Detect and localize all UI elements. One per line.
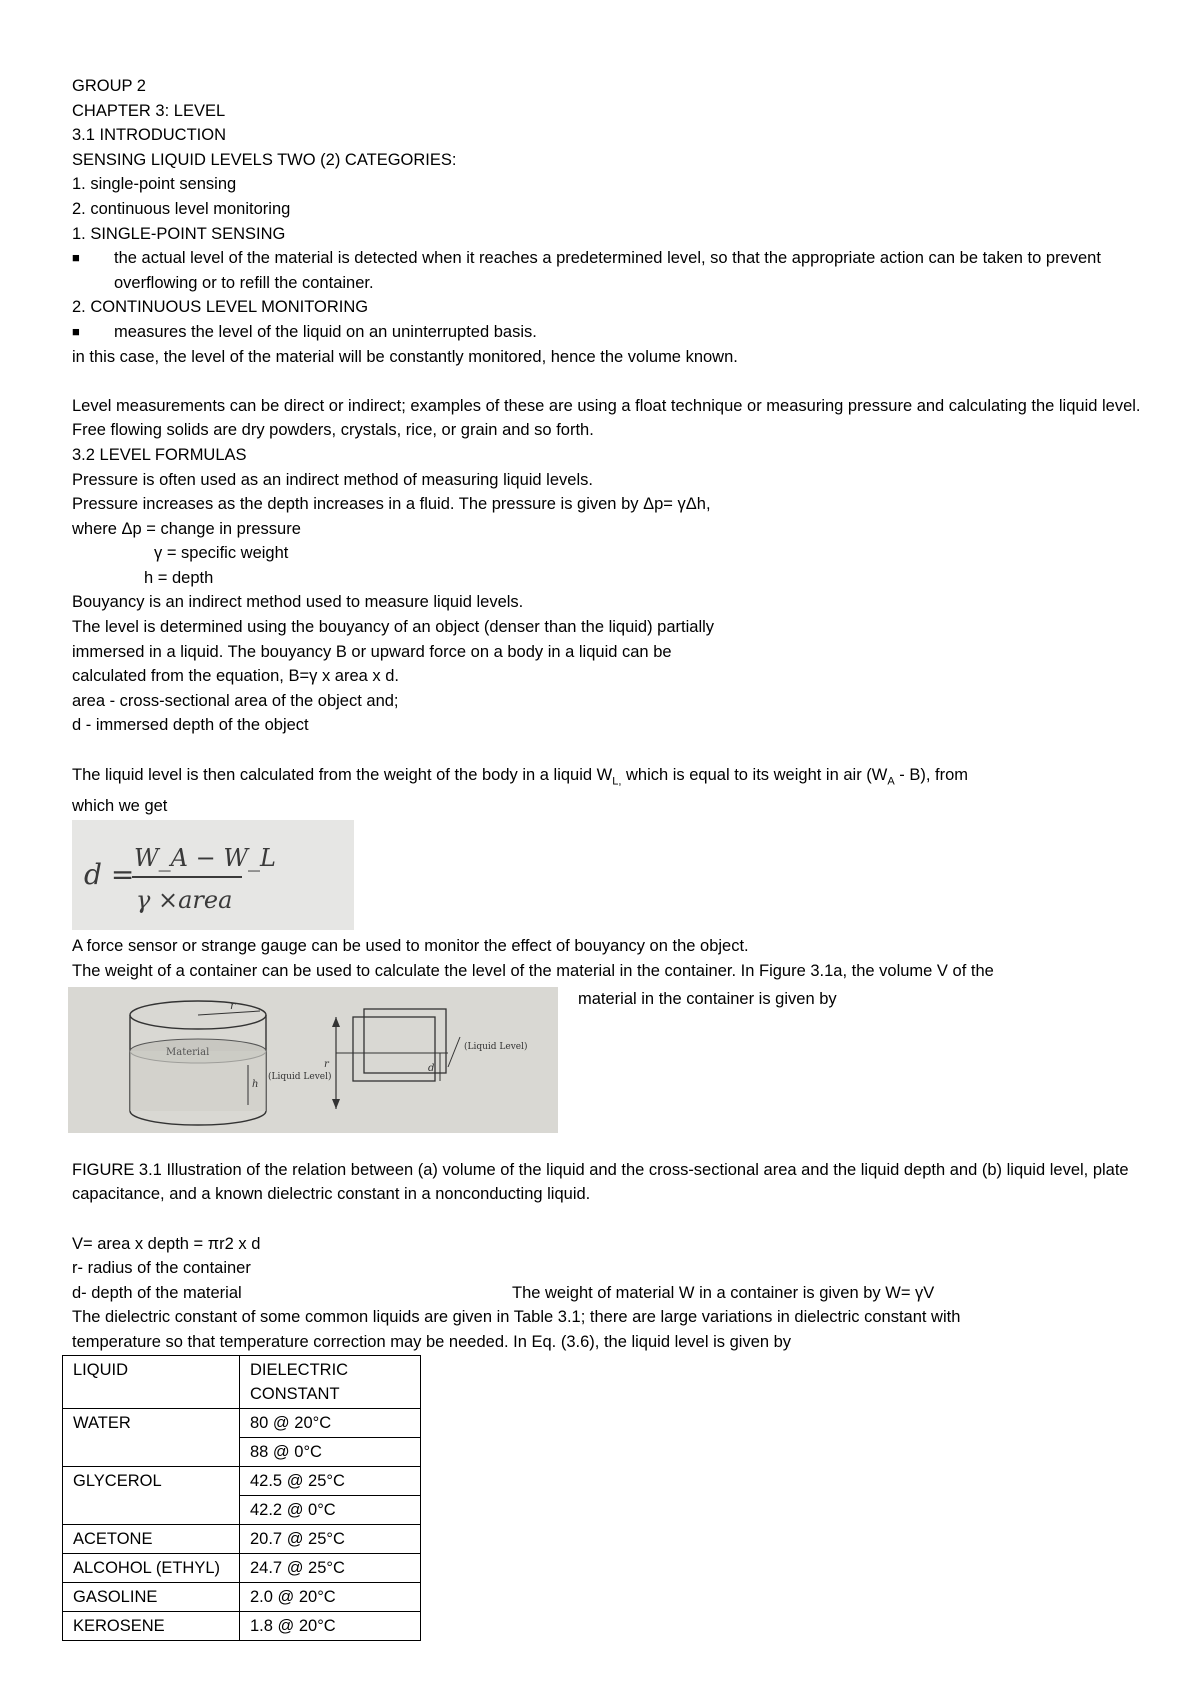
- svg-text:h: h: [252, 1079, 259, 1091]
- buoyancy-line-1: Bouyancy is an indirect method used to measure liquid levels.: [72, 593, 524, 612]
- formula-lhs: d =: [84, 858, 135, 892]
- liquid-cell: GLYCEROL: [63, 1466, 240, 1524]
- buoyancy-line-3: immersed in a liquid. The bouyancy B or upward force on a body in a liquid can be: [72, 642, 672, 661]
- categories-title: SENSING LIQUID LEVELS TWO (2) CATEGORIES:: [72, 150, 457, 169]
- svg-text:r: r: [324, 1059, 329, 1071]
- svg-text:Material: Material: [166, 1047, 210, 1059]
- force-sensor-line: A force sensor or strange gauge can be used to monitor the effect of bouyancy on the object.: [72, 937, 749, 956]
- depth-definition-row: [72, 1281, 1152, 1306]
- section-formulas-heading: 3.2 LEVEL FORMULAS: [72, 445, 247, 464]
- liquid-cell: GASOLINE: [63, 1582, 240, 1611]
- weight-equation: The weight of material W in a container is given by W= γV: [512, 1283, 935, 1302]
- category-2: 2. continuous level monitoring: [72, 199, 291, 218]
- value-cell: 88 @ 0°C: [240, 1437, 421, 1466]
- table-header-row: [63, 1355, 421, 1408]
- table-row: [63, 1553, 421, 1582]
- table-row: [63, 1611, 421, 1640]
- table-row: [63, 1408, 421, 1437]
- liquid-cell: ACETONE: [63, 1524, 240, 1553]
- square-bullet-icon: ■: [72, 323, 80, 339]
- pressure-line-2: Pressure increases as the depth increases in a fluid. The pressure is given by Δp= γΔh,: [72, 495, 711, 514]
- value-cell: 1.8 @ 20°C: [240, 1611, 421, 1640]
- dielectric-line-1: The dielectric constant of some common liquids are given in Table 3.1; there are large variations in dielectric constant with: [72, 1308, 961, 1327]
- buoyancy-line-4: calculated from the equation, B=γ x area x d.: [72, 667, 399, 686]
- measurement-paragraph: Level measurements can be direct or indirect; examples of these are using a float technique or measuring pressure and calculating the liquid level. Free flowing solids are dry powders, crystals, rice, or grain and so forth.: [72, 396, 1141, 440]
- continuous-heading: 2. CONTINUOUS LEVEL MONITORING: [72, 298, 369, 317]
- value-cell: 42.2 @ 0°C: [240, 1495, 421, 1524]
- depth-formula: [72, 820, 354, 930]
- section-intro-heading: 3.1 INTRODUCTION: [72, 126, 227, 145]
- document-page: [72, 74, 1152, 1641]
- where-dp: where Δp = change in pressure: [72, 519, 301, 538]
- continuous-text: measures the level of the liquid on an uninterrupted basis.: [114, 322, 537, 341]
- svg-text:r: r: [230, 999, 236, 1013]
- figure-caption: FIGURE 3.1 Illustration of the relation between (a) volume of the liquid and the cross-sectional area and the liquid depth and (b) liquid level, plate capacitance, and a known dielectric constant in a nonconducting liquid.: [72, 1160, 1129, 1204]
- figure-3-1-drawing: [68, 987, 558, 1133]
- buoyancy-line-2: The level is determined using the bouyancy of an object (denser than the liquid) partially: [72, 618, 715, 637]
- where-h: h = depth: [144, 568, 214, 587]
- liquid-cell: ALCOHOL (ETHYL): [63, 1553, 240, 1582]
- volume-equation: V= area x depth = πr2 x d: [72, 1234, 261, 1253]
- liquid-cell: KEROSENE: [63, 1611, 240, 1640]
- category-1: 1. single-point sensing: [72, 175, 237, 194]
- pressure-line-1: Pressure is often used as an indirect method of measuring liquid levels.: [72, 470, 593, 489]
- table-row: [63, 1466, 421, 1495]
- d-definition: d - immersed depth of the object: [72, 716, 309, 735]
- single-point-heading: 1. SINGLE-POINT SENSING: [72, 224, 286, 243]
- area-definition: area - cross-sectional area of the object and;: [72, 691, 399, 710]
- liquid-level-line-2: which we get: [72, 796, 168, 815]
- depth-formula-image: [72, 820, 354, 930]
- value-cell: 24.7 @ 25°C: [240, 1553, 421, 1582]
- formula-denominator: γ ×area: [136, 886, 233, 915]
- svg-text:(Liquid Level): (Liquid Level): [464, 1042, 528, 1053]
- header-liquid: LIQUID: [63, 1355, 240, 1408]
- volume-continuation: material in the container is given by: [578, 990, 837, 1009]
- continuous-bullet: [72, 320, 1152, 345]
- chapter-title: CHAPTER 3: LEVEL: [72, 101, 226, 120]
- table-row: [63, 1582, 421, 1611]
- figure-3-1-image: [68, 987, 558, 1133]
- liquid-level-line: The liquid level is then calculated from the weight of the body in a liquid $W_{L,}$ which is equal to its weight in air $(W_A - B)$, from: [72, 765, 969, 787]
- table-row: [63, 1524, 421, 1553]
- formula-numerator: W_A − W_L: [134, 844, 276, 873]
- where-gamma: γ = specific weight: [154, 544, 289, 563]
- dielectric-constant-table: [62, 1355, 421, 1641]
- dielectric-line-2: temperature so that temperature correction may be needed. In Eq. (3.6), the liquid level is given by: [72, 1333, 792, 1352]
- liquid-cell: WATER: [63, 1408, 240, 1466]
- svg-text:(Liquid Level): (Liquid Level): [268, 1072, 332, 1083]
- value-cell: 20.7 @ 25°C: [240, 1524, 421, 1553]
- continuous-note: in this case, the level of the material will be constantly monitored, hence the volume known.: [72, 347, 738, 366]
- value-cell: 42.5 @ 25°C: [240, 1466, 421, 1495]
- header-dielectric-constant: DIELECTRIC CONSTANT: [240, 1355, 421, 1408]
- single-point-text: the actual level of the material is detected when it reaches a predetermined level, so that the appropriate action can be taken to prevent overflowing or to refill the container.: [114, 249, 1101, 292]
- weight-container-line: The weight of a container can be used to calculate the level of the material in the container. In Figure 3.1a, the volume V of the: [72, 961, 994, 980]
- single-point-bullet: [72, 246, 1152, 295]
- value-cell: 80 @ 20°C: [240, 1408, 421, 1437]
- svg-text:d: d: [428, 1063, 435, 1075]
- group-label: GROUP 2: [72, 77, 146, 95]
- depth-definition: d- depth of the material: [72, 1283, 242, 1302]
- radius-definition: r- radius of the container: [72, 1259, 251, 1278]
- value-cell: 2.0 @ 20°C: [240, 1582, 421, 1611]
- figure-row: [72, 987, 1152, 1133]
- square-bullet-icon: ■: [72, 250, 80, 266]
